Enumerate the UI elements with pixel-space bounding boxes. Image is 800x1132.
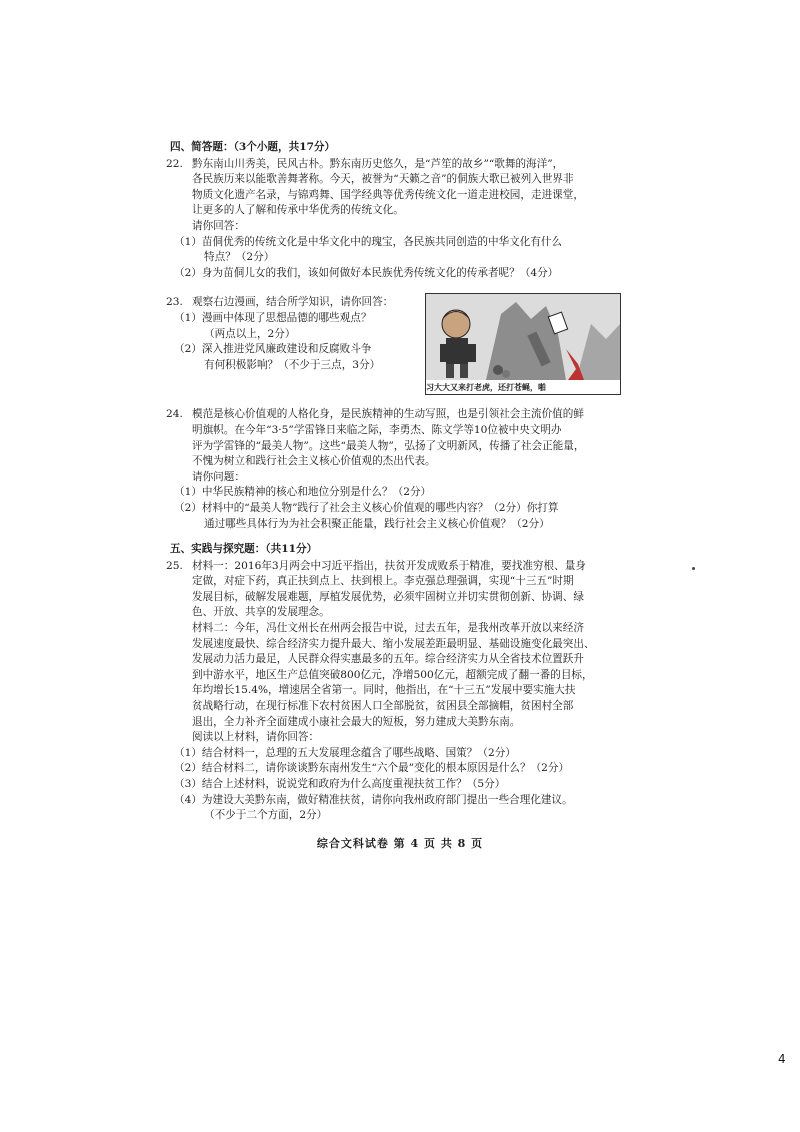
material-text: 发展动力活力最足，人民群众得实惠最多的五年。综合经济实力从全省技术位置跃升 — [192, 653, 584, 666]
question-text: 观察右边漫画，结合所学知识，请你回答： — [192, 296, 394, 309]
sub-question: （2）深入推进党风廉政建设和反腐败斗争 — [174, 343, 372, 356]
material-text: 色、开放、共享的发展理念。 — [192, 606, 330, 619]
sub-question: （1）苗侗优秀的传统文化是中华文化中的瑰宝，各民族共同创造的中华文化有什么 — [174, 235, 563, 248]
sub-question: （两点以上，2分） — [204, 327, 296, 340]
question-text: 各民族历来以能歌善舞著称。今天，被誉为“天籁之音”的侗族大歌已被列入世界非 — [192, 173, 574, 186]
section-title-short-answer: 四、简答题：（3个小题，共17分） — [170, 141, 336, 153]
cartoon-caption: 习大大又来打老虎，还打苍蝇，啪 — [426, 380, 620, 394]
page-number: 4 — [778, 1052, 786, 1066]
material-text: 材料二：今年，冯仕文州长在州两会报告中说，过去五年，是我州改革开放以来经济 — [192, 622, 584, 635]
prompt-text: 请你问题： — [192, 470, 245, 483]
question-text: 不愧为树立和践行社会主义核心价值观的杰出代表。 — [192, 455, 436, 468]
question-text: 物质文化遗产名录，与锦鸡舞、国学经典等优秀传统文化一道走进校园，走进课堂， — [192, 188, 584, 201]
exam-content — [166, 140, 625, 824]
material-text: 贫战略行动，在现行标准下农村贫困人口全部脱贫，贫困县全部摘帽，贫困村全部 — [192, 700, 574, 713]
prompt-text: 阅读以上材料，请你回答： — [192, 731, 320, 744]
question-number: 24. — [166, 408, 183, 421]
question-text: 模范是核心价值观的人格化身，是民族精神的生动写照，也是引领社会主流价值的鲜 — [192, 408, 584, 421]
question-23 — [166, 295, 625, 393]
material-text: 发展速度最快、综合经济实力提升最大、缩小发展差距最明显、基础设施变化最突出、 — [192, 637, 595, 650]
page-footer: 综合文科试卷 第 4 页 共 8 页 — [316, 837, 484, 850]
sub-question: 通过哪些具体行为为社会积聚正能量，践行社会主义核心价值观？（2分） — [204, 517, 550, 530]
question-number: 23. — [166, 296, 183, 309]
material-text: 定做，对症下药，真正扶到点上、扶到根上。李克强总理强调，实现“十三五”时期 — [192, 575, 574, 588]
question-24 — [166, 407, 625, 532]
sub-question: （2）结合材料二，请你谈谈黔东南州发生“六个最”变化的根本原因是什么？（2分） — [174, 762, 570, 775]
sub-question: （1）中华民族精神的核心和地位分别是什么？（2分） — [174, 486, 432, 499]
sub-question: （不少于二个方面，2分） — [204, 809, 328, 822]
sub-question: 特点？（2分） — [204, 251, 275, 264]
question-25 — [166, 559, 625, 824]
scan-speck — [692, 567, 695, 570]
question-text: 让更多的人了解和传承中华优秀的传统文化。 — [192, 204, 404, 217]
sub-question: （1）漫画中体现了思想品德的哪些观点？ — [174, 311, 372, 324]
question-number: 22. — [166, 157, 183, 170]
sub-question: （4）为建设大美黔东南，做好精准扶贫，请你向我州政府部门提出一些合理化建议。 — [174, 793, 573, 806]
material-text: 年均增长15.4%，增速居全省第一。同时，他指出，在“十三五”发展中要实施大扶 — [192, 684, 576, 697]
material-text: 材料一：2016年3月两会中习近平指出，扶贫开发成败系于精准，要找准穷根、量身 — [192, 559, 586, 572]
question-number: 25. — [166, 559, 183, 572]
sub-question: （2）身为苗侗儿女的我们，该如何做好本民族优秀传统文化的传承者呢？（4分） — [174, 266, 559, 279]
section-title-practice: 五、实践与探究题：（共11分） — [170, 543, 318, 556]
cartoon-illustration — [426, 294, 620, 394]
material-text: 到中游水平，地区生产总值突破800亿元，净增500亿元，超额完成了翻一番的目标， — [192, 668, 593, 681]
sub-question: （1）结合材料一，总理的五大发展理念蕴含了哪些战略、国策？（2分） — [174, 746, 516, 759]
question-text: 黔东南山川秀美，民风古朴。黔东南历史悠久，是“芦笙的故乡”“歌舞的海洋”， — [192, 157, 564, 170]
sub-question: 有何积极影响？（不少于三点，3分） — [204, 358, 381, 371]
question-text: 评为学雷锋的“最美人物”。这些“最美人物”，弘扬了文明新风，传播了社会正能量， — [192, 439, 585, 452]
question-text: 明旗帜。在今年“3·5”学雷锋日来临之际，李勇杰、陈文学等10位被中央文明办 — [192, 423, 562, 436]
anti-corruption-cartoon — [425, 293, 621, 395]
sub-question: （2）材料中的“最美人物”践行了社会主义核心价值观的哪些内容？（2分）你打算 — [174, 501, 559, 514]
question-22 — [166, 157, 625, 282]
material-text: 发展目标，破解发展难题，厚植发展优势，必须牢固树立并切实贯彻创新、协调、绿 — [192, 590, 584, 603]
prompt-text: 请你回答： — [192, 219, 245, 232]
sub-question: （3）结合上述材料，说说党和政府为什么高度重视扶贫工作？（5分） — [174, 778, 506, 790]
material-text: 退出，全力补齐全面建成小康社会最大的短板，努力建成大美黔东南。 — [192, 715, 521, 728]
